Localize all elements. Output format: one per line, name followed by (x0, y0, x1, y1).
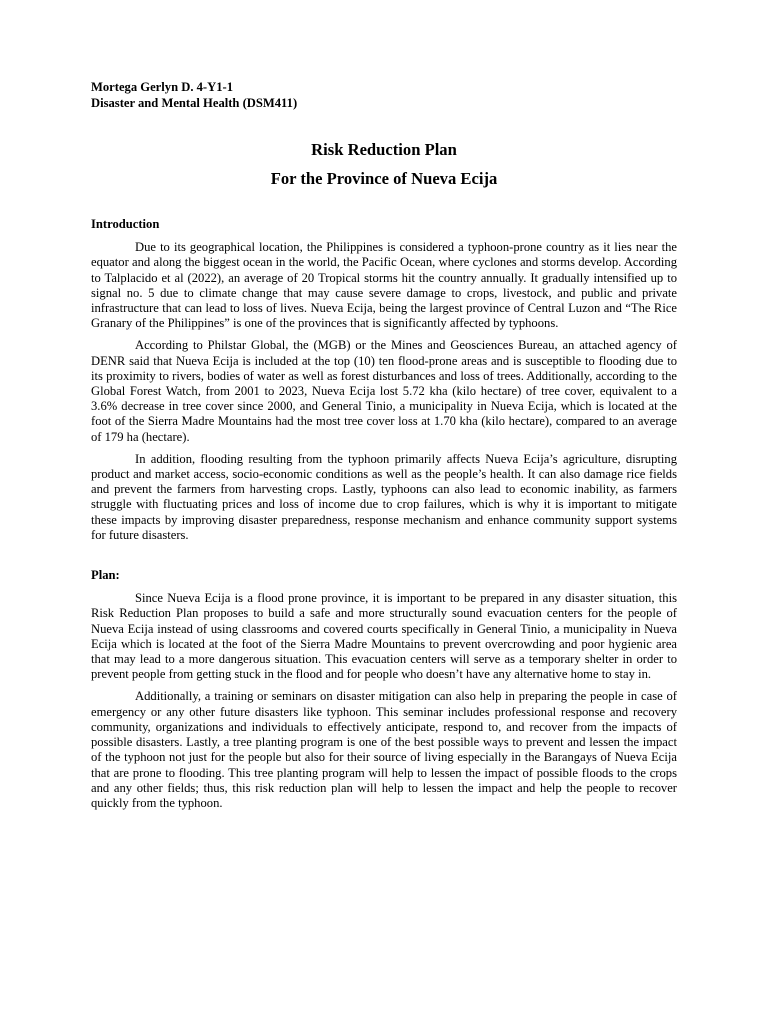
author-line: Mortega Gerlyn D. 4-Y1-1 (91, 80, 233, 94)
document-subtitle: For the Province of Nueva Ecija (270, 169, 498, 188)
course-line: Disaster and Mental Health (DSM411) (91, 95, 298, 110)
plan-paragraph: Additionally, a training or seminars on disaster mitigation can also help in preparing the people in case of emergency or any other future disasters like typhoon. This seminar includes professional response and recovery community, organizations and individuals to effectively anticipate, respond to, and recover from the impacts of possible disasters. Lastly, a tree planting program is one of the best possible ways to prevent and lessen the impact of the typhoon not just for the people but also for their source of living especially in the Barangays of Nueva Ecija that are prone to flooding. This tree planting program will help to lessen the impact of possible floods to the crops and any other fields; thus, this risk reduction plan will help to lessen the impact and help the people to recover quickly from the typhoon. (91, 689, 677, 810)
introduction-paragraph: According to Philstar Global, the (MGB) or the Mines and Geosciences Bureau, an attached agency of DENR said that Nueva Ecija is included at the top (10) ten flood-prone areas and is susceptible to flooding due to its proximity to rivers, bodies of water as well as forest disturbances and loss of trees. Additionally, according to the Global Forest Watch, from 2001 to 2023, Nueva Ecija lost 5.72 kha (kilo hectare) of tree cover, equivalent to a 3.6% decrease in tree cover since 2000, and General Tinio, a municipality in Nueva Ecija, which is located at the foot of the Sierra Madre Mountains had the most tree cover loss at 1.70 kha (kilo hectare), compared to an average of 179 ha (hectare). (91, 338, 677, 444)
document-page (91, 80, 677, 811)
introduction-heading: Introduction (91, 217, 160, 231)
plan-heading: Plan: (91, 568, 120, 583)
plan-paragraph: Since Nueva Ecija is a flood prone province, it is important to be prepared in any disaster situation, this Risk Reduction Plan proposes to build a safe and more structurally sound evacuation centers for the people of Nueva Ecija instead of using classrooms and covered courts specifically in General Tinio, a municipality in Nueva Ecija which is located at the foot of the Sierra Madre Mountains to prevent overcrowding and poor hygienic area that may lead to a more dangerous situation. This evacuation centers will serve as a temporary shelter in order to prevent people from getting stuck in the flood and for people who doesn’t have any alternative home to stay in. (91, 591, 677, 682)
document-title: Risk Reduction Plan (311, 140, 457, 159)
introduction-paragraph: In addition, flooding resulting from the typhoon primarily affects Nueva Ecija’s agriculture, disrupting product and market access, socio-economic conditions as well as the people’s health. It can also damage rice fields and prevent the farmers from harvesting crops. Lastly, typhoons can also lead to economic inability, as farmers struggle with fluctuating prices and loss of income due to crop failures, which is why it is important to mitigate these impacts by improving disaster preparedness, response mechanism and enhance community support systems for future disasters. (91, 451, 677, 542)
introduction-paragraph: Due to its geographical location, the Philippines is considered a typhoon-prone country as it lies near the equator and along the biggest ocean in the world, the Pacific Ocean, where cyclones and storms develop. According to Talplacido et al (2022), an average of 20 Tropical storms hit the country annually. It gradually intensified up to signal no. 5 due to climate change that may cause severe damage to crops, livestock, and public and private infrastructure that can lead to loss of lives. Nueva Ecija, being the largest province of Central Luzon and “The Rice Granary of the Philippines” is one of the provinces that is significantly affected by typhoons. (91, 240, 677, 331)
